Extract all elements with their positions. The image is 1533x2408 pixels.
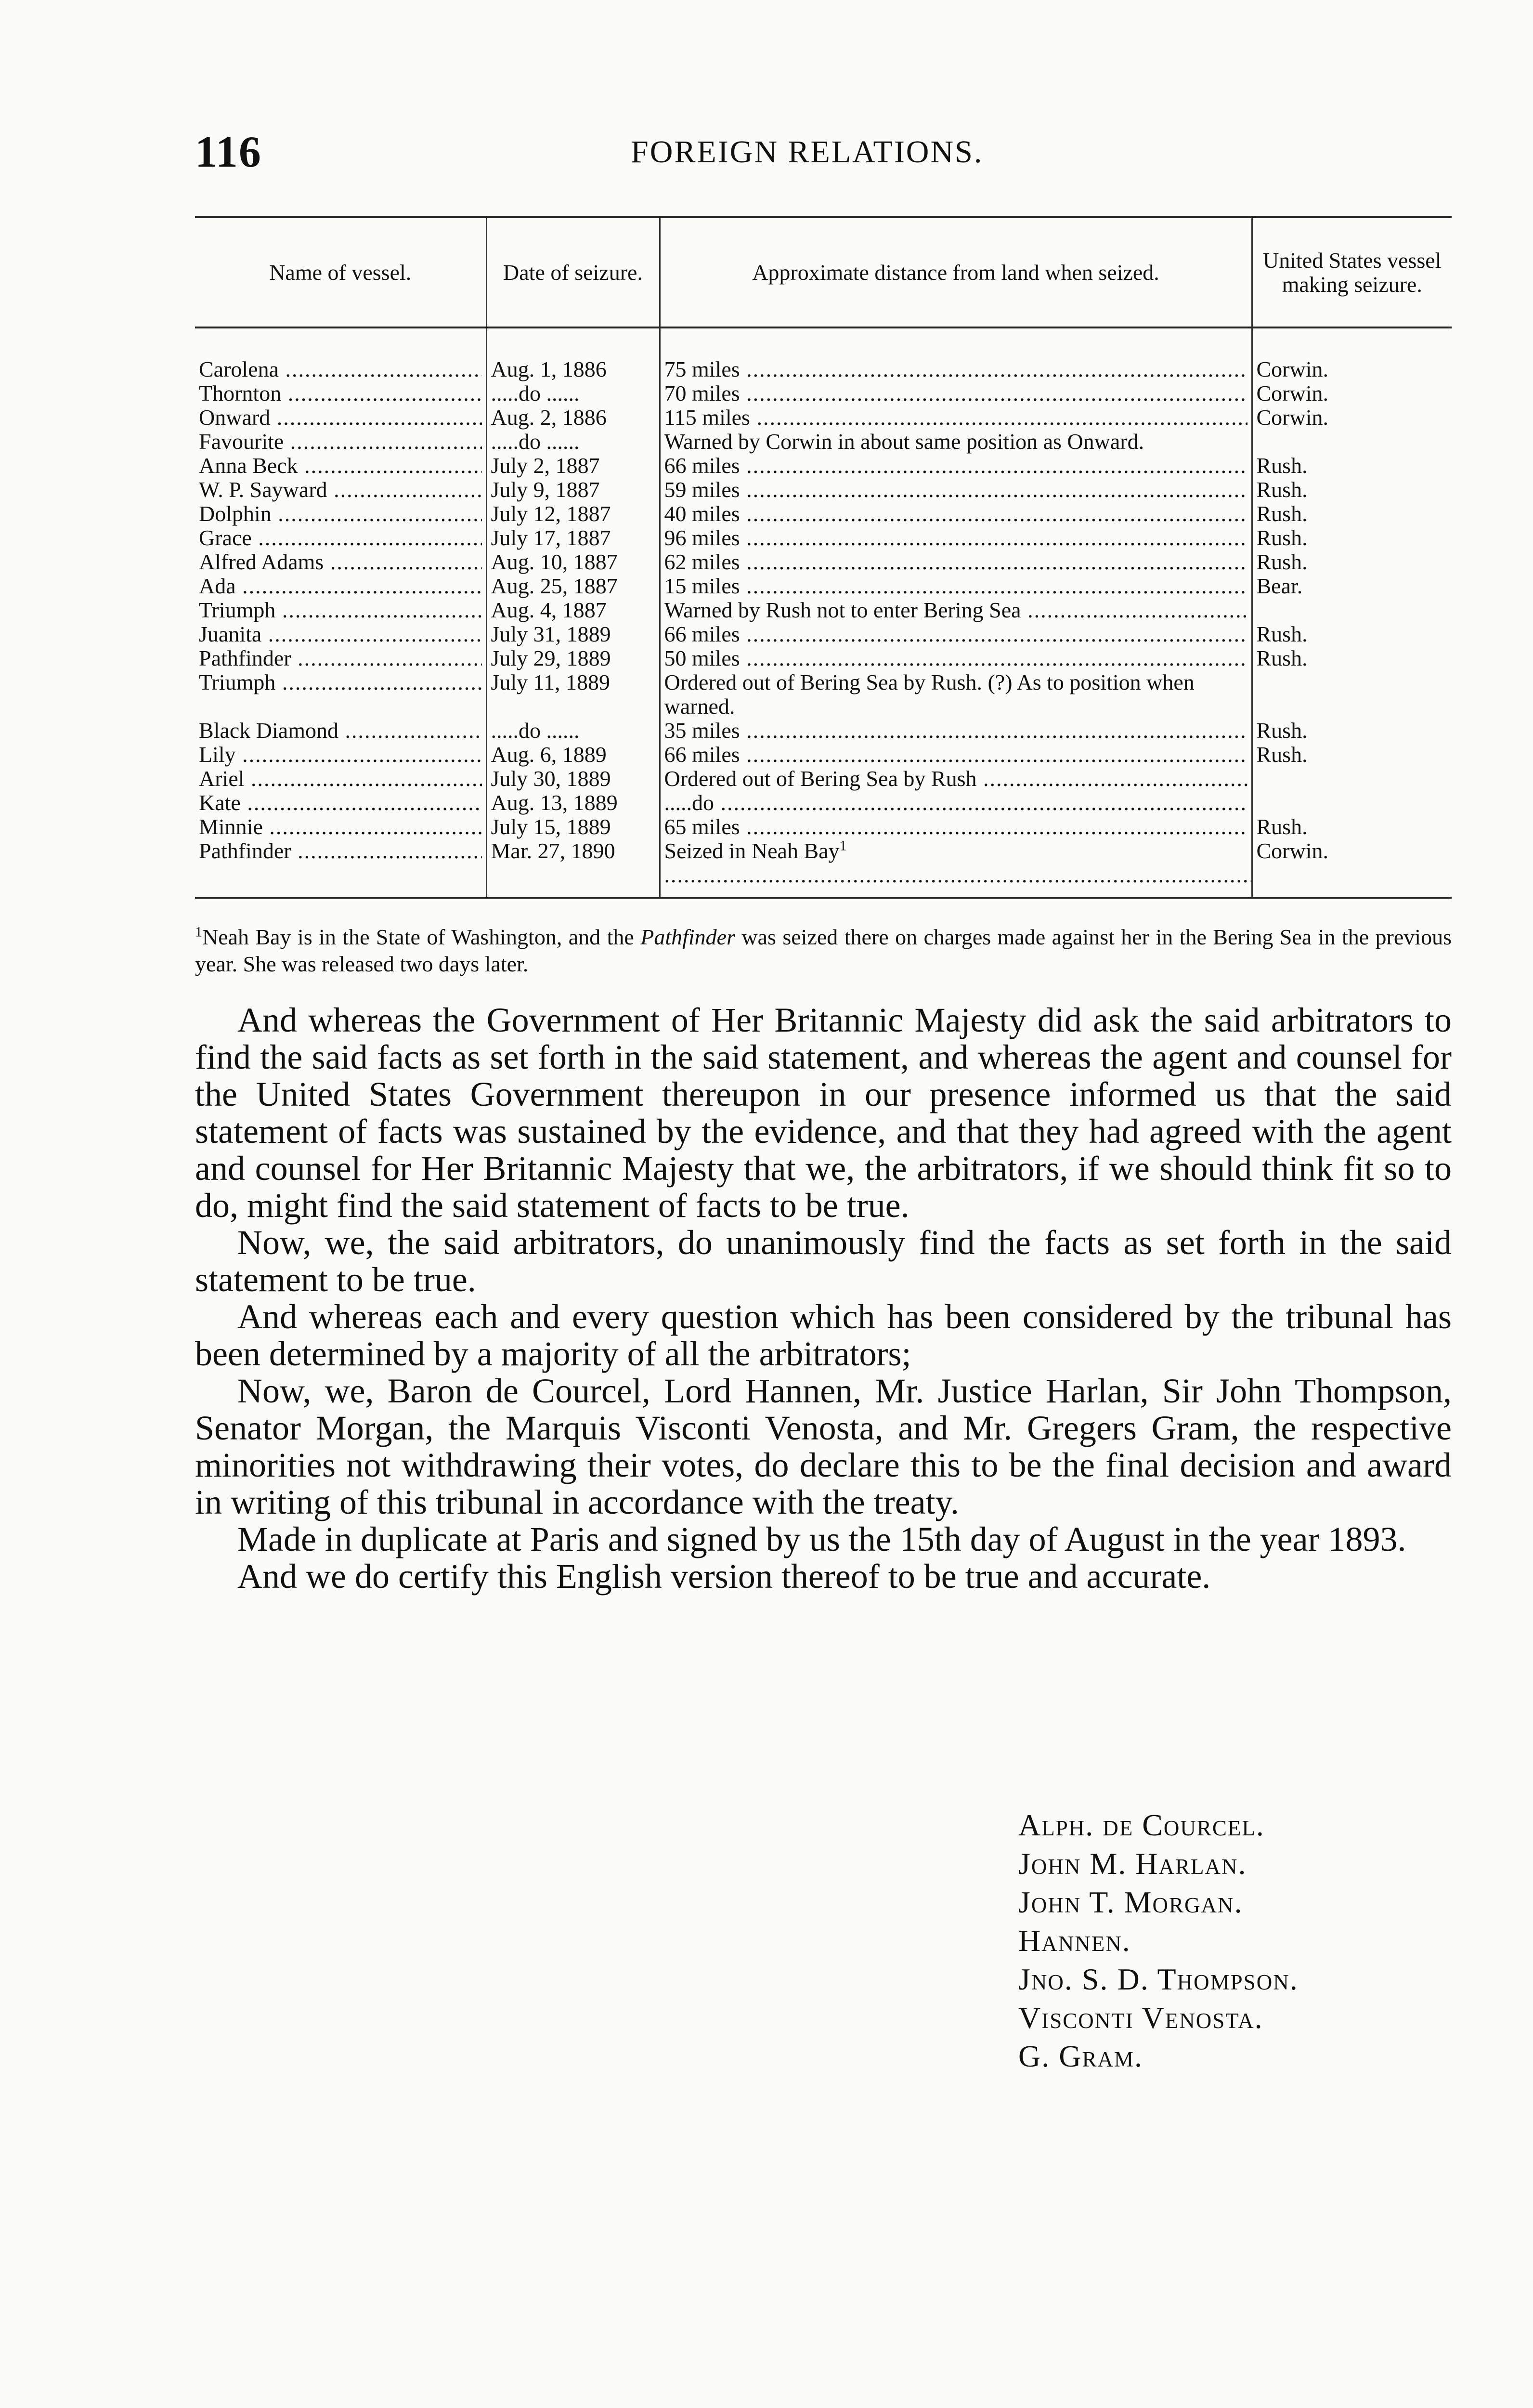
vessel-name-cell (195, 574, 486, 598)
distance-cell-text: 96 miles ..... (664, 526, 1247, 550)
vessel-name-cell-text: Juanita ..... (199, 622, 482, 646)
seizing-vessel-cell (1252, 502, 1452, 526)
seizure-date-cell (486, 381, 660, 406)
seizure-date-cell-text: July 2, 1887 (491, 454, 600, 478)
distance-cell (660, 357, 1252, 381)
vessel-name-cell-text: Favourite ..... (199, 430, 482, 454)
footnote-reference: 1 (839, 839, 847, 854)
distance-cell (660, 406, 1252, 430)
vessel-name-cell (195, 357, 486, 381)
vessel-name-cell (195, 406, 486, 430)
vessel-name-cell (195, 815, 486, 839)
distance-cell-text: 35 miles ..... (664, 719, 1247, 743)
seizing-vessel-cell (1252, 430, 1452, 454)
table-header-row (195, 217, 1452, 328)
seizure-date-cell (486, 670, 660, 719)
distance-cell (660, 815, 1252, 839)
distance-cell (660, 839, 1252, 898)
paragraph: Now, we, the said arbitrators, do unanimously find the facts as set forth in the said statement to be true. (195, 1223, 1452, 1299)
seizure-date-cell-text: July 9, 1887 (491, 478, 600, 502)
distance-cell (660, 454, 1252, 478)
table-row (195, 646, 1452, 670)
table-row (195, 839, 1452, 898)
distance-cell (660, 646, 1252, 670)
seizing-vessel-cell-text: Corwin. (1256, 839, 1328, 863)
distance-cell-text: 62 miles ..... (664, 550, 1247, 574)
seizure-date-cell (486, 815, 660, 839)
vessel-name-cell (195, 646, 486, 670)
table-row (195, 791, 1452, 815)
vessel-name-cell (195, 526, 486, 550)
vessel-name-cell-text: Anna Beck ..... (199, 454, 482, 478)
seizure-date-cell-text: Aug. 13, 1889 (491, 791, 618, 815)
seizure-date-cell-text: July 11, 1889 (491, 670, 610, 694)
signature: John T. Morgan. (1018, 1885, 1243, 1919)
seizure-date-cell (486, 526, 660, 550)
table-row (195, 550, 1452, 574)
distance-cell (660, 670, 1252, 719)
seizing-vessel-cell-text: Rush. (1256, 478, 1308, 502)
seizure-date-cell (486, 719, 660, 743)
distance-cell-text: 59 miles ..... (664, 478, 1247, 502)
seizure-table (195, 216, 1452, 899)
vessel-name-cell (195, 502, 486, 526)
seizing-vessel-cell-text: Corwin. (1256, 381, 1328, 406)
vessel-name-cell (195, 839, 486, 898)
distance-cell (660, 719, 1252, 743)
vessel-name-cell-text: Thornton ..... (199, 381, 482, 406)
seizure-date-cell (486, 430, 660, 454)
distance-cell-text: Ordered out of Bering Sea by Rush ..... (664, 767, 1247, 791)
paragraph: Made in duplicate at Paris and signed by us the 15th day of August in the year 1893. (237, 1520, 1406, 1558)
vessel-name-cell-text: Triumph ..... (199, 598, 482, 622)
vessel-name-cell-text: Lily ..... (199, 743, 482, 767)
seizure-date-cell-text: July 31, 1889 (491, 622, 611, 646)
signature: John M. Harlan. (1018, 1846, 1247, 1881)
signature: Visconti Venosta. (1018, 2001, 1263, 2035)
seizure-date-cell (486, 743, 660, 767)
distance-cell-text: Warned by Rush not to enter Bering Sea ..... (664, 598, 1247, 622)
seizing-vessel-cell-text: Rush. (1256, 454, 1308, 478)
seizing-vessel-cell (1252, 357, 1452, 381)
vessel-name-cell (195, 719, 486, 743)
seizure-date-cell-text: .....do ...... (491, 719, 580, 743)
seizing-vessel-cell-text: Rush. (1256, 622, 1308, 646)
distance-cell (660, 550, 1252, 574)
seizing-vessel-cell (1252, 381, 1452, 406)
distance-cell-text: 75 miles ..... (664, 357, 1247, 381)
distance-cell-text: 50 miles ..... (664, 646, 1247, 670)
table-row (195, 357, 1452, 381)
table-footnote (195, 924, 1452, 978)
table-row (195, 598, 1452, 622)
distance-cell-text: 66 miles ..... (664, 622, 1247, 646)
seizure-date-cell (486, 574, 660, 598)
seizing-vessel-cell-text: Bear. (1256, 574, 1303, 598)
vessel-name-cell (195, 478, 486, 502)
distance-cell (660, 791, 1252, 815)
seizing-vessel-cell (1252, 598, 1452, 622)
vessel-name-cell (195, 670, 486, 719)
seizure-date-cell-text: Aug. 2, 1886 (491, 406, 607, 430)
footnote-text-end: was seized there on charges made against her in the Bering Sea in the previous year. She was released two days later. (195, 925, 1452, 976)
distance-cell (660, 767, 1252, 791)
vessel-name-cell-text: Ada ..... (199, 574, 482, 598)
table-row (195, 670, 1452, 719)
distance-cell-text: 70 miles ..... (664, 381, 1247, 406)
table-row (195, 574, 1452, 598)
seizing-vessel-cell (1252, 646, 1452, 670)
seizing-vessel-cell (1252, 406, 1452, 430)
seizure-date-cell (486, 406, 660, 430)
distance-cell-text: Seized in Neah Bay (664, 839, 840, 863)
distance-cell (660, 743, 1252, 767)
seizing-vessel-cell (1252, 454, 1452, 478)
seizure-date-cell (486, 454, 660, 478)
signature: Jno. S. D. Thompson. (1018, 1962, 1299, 1996)
seizure-date-cell (486, 357, 660, 381)
seizure-date-cell-text: Aug. 1, 1886 (491, 357, 607, 381)
distance-cell (660, 598, 1252, 622)
table-row (195, 815, 1452, 839)
seizing-vessel-cell (1252, 550, 1452, 574)
seizure-date-cell (486, 550, 660, 574)
distance-cell (660, 622, 1252, 646)
seizing-vessel-cell (1252, 815, 1452, 839)
seizure-date-cell-text: July 15, 1889 (491, 815, 611, 839)
distance-cell (660, 502, 1252, 526)
vessel-name-cell-text: Pathfinder ..... (199, 839, 482, 863)
paragraph: And whereas the Government of Her Britannic Majesty did ask the said arbitrators to find the said facts as set forth in the said statement, and whereas the agent and counsel for the United States Government thereupon in our presence informed us that the said statement of facts was sustained by the evidence, and that they had agreed with the agent and counsel for Her Britannic Majesty that we, the arbitrators, if we should think fit so to do, might find the said statement of facts to be true. (195, 1001, 1452, 1225)
seizure-date-cell (486, 478, 660, 502)
seizing-vessel-cell-text: Rush. (1256, 815, 1308, 839)
seizing-vessel-cell (1252, 526, 1452, 550)
seizing-vessel-cell (1252, 791, 1452, 815)
seizing-vessel-cell (1252, 574, 1452, 598)
seizure-date-cell-text: Aug. 4, 1887 (491, 598, 607, 622)
distance-cell (660, 574, 1252, 598)
seizing-vessel-cell-text: Rush. (1256, 646, 1308, 670)
seizure-date-cell-text: Aug. 10, 1887 (491, 550, 618, 574)
column-header-seizing-vessel: United States vessel making seizure. (1252, 217, 1452, 328)
seizing-vessel-cell (1252, 743, 1452, 767)
seizing-vessel-cell (1252, 670, 1452, 719)
seizure-date-cell (486, 598, 660, 622)
table-row (195, 719, 1452, 743)
vessel-name-cell-text: Alfred Adams ..... (199, 550, 482, 574)
paragraph: Now, we, Baron de Courcel, Lord Hannen, Mr. Justice Harlan, Sir John Thompson, Senator Morgan, the Marquis Visconti Venosta, and Mr. Gregers Gram, the respective minorities not withdrawing their votes, do declare this to be the final decision and award in writing of this tribunal in accordance with the treaty. (195, 1372, 1452, 1521)
vessel-name-cell-text: Onward ..... (199, 406, 482, 430)
seizure-date-cell (486, 646, 660, 670)
seizure-date-cell-text: July 12, 1887 (491, 502, 611, 526)
seizing-vessel-cell-text: Rush. (1256, 526, 1308, 550)
seizure-date-cell (486, 791, 660, 815)
column-header-date: Date of seizure. (486, 217, 660, 328)
vessel-name-cell (195, 454, 486, 478)
table-row (195, 454, 1452, 478)
seizure-date-cell (486, 839, 660, 898)
vessel-name-cell (195, 550, 486, 574)
distance-cell-text: Ordered out of Bering Sea by Rush. (?) As to position when warned. (664, 670, 1195, 719)
table-row (195, 622, 1452, 646)
seizure-date-cell (486, 502, 660, 526)
footnote-italic-name: Pathfinder (640, 925, 735, 949)
seizing-vessel-cell (1252, 478, 1452, 502)
seizure-date-cell-text: Aug. 6, 1889 (491, 743, 607, 767)
distance-cell (660, 381, 1252, 406)
seizure-date-cell-text: .....do ...... (491, 430, 580, 454)
vessel-name-cell-text: Grace ..... (199, 526, 482, 550)
signature: Alph. de Courcel. (1018, 1808, 1265, 1842)
seizing-vessel-cell (1252, 767, 1452, 791)
vessel-name-cell (195, 767, 486, 791)
seizure-date-cell-text: July 29, 1889 (491, 646, 611, 670)
distance-cell (660, 526, 1252, 550)
paragraph: And whereas each and every question which has been considered by the tribunal has been determined by a majority of all the arbitrators; (195, 1297, 1452, 1373)
seizure-table-container (195, 216, 1452, 899)
vessel-name-cell (195, 381, 486, 406)
distance-cell-text: .....do ..... (664, 791, 1247, 815)
table-row (195, 767, 1452, 791)
distance-cell-text: 65 miles ..... (664, 815, 1247, 839)
table-row (195, 430, 1452, 454)
seizing-vessel-cell-text: Rush. (1256, 743, 1308, 767)
running-title: FOREIGN RELATIONS. (631, 134, 984, 170)
vessel-name-cell-text: Pathfinder ..... (199, 646, 482, 670)
seizure-date-cell (486, 767, 660, 791)
table-row (195, 381, 1452, 406)
distance-cell (660, 430, 1252, 454)
vessel-name-cell-text: Ariel ..... (199, 767, 482, 791)
award-text (195, 1002, 1452, 1595)
vessel-name-cell-text: W. P. Sayward ..... (199, 478, 482, 502)
signature-block (1018, 1806, 1299, 2076)
signature: G. Gram. (1018, 2039, 1143, 2073)
column-header-distance: Approximate distance from land when seized. (660, 217, 1252, 328)
seizing-vessel-cell-text: Corwin. (1256, 357, 1328, 381)
seizure-date-cell-text: .....do ...... (491, 381, 580, 406)
column-header-vessel: Name of vessel. (195, 217, 486, 328)
table-row (195, 502, 1452, 526)
seizing-vessel-cell-text: Rush. (1256, 719, 1308, 743)
vessel-name-cell-text: Carolena ..... (199, 357, 482, 381)
vessel-name-cell-text: Kate ..... (199, 791, 482, 815)
distance-cell-text: 40 miles ..... (664, 502, 1247, 526)
distance-cell (660, 478, 1252, 502)
seizing-vessel-cell (1252, 622, 1452, 646)
vessel-name-cell-text: Minnie ..... (199, 815, 482, 839)
footnote-text-start: Neah Bay is in the State of Washington, and the (202, 925, 641, 949)
table-body (195, 327, 1452, 898)
table-row (195, 406, 1452, 430)
seizing-vessel-cell (1252, 719, 1452, 743)
vessel-name-cell (195, 622, 486, 646)
vessel-name-cell-text: Dolphin ..... (199, 502, 482, 526)
seizure-date-cell-text: Mar. 27, 1890 (491, 839, 615, 863)
seizure-date-cell (486, 622, 660, 646)
vessel-name-cell-text: Black Diamond ..... (199, 719, 482, 743)
vessel-name-cell-text: Triumph ..... (199, 670, 482, 694)
paragraph: And we do certify this English version thereof to be true and accurate. (237, 1557, 1211, 1596)
vessel-name-cell (195, 598, 486, 622)
seizing-vessel-cell (1252, 839, 1452, 898)
seizure-date-cell-text: July 30, 1889 (491, 767, 611, 791)
signature: Hannen. (1018, 1924, 1131, 1958)
seizure-date-cell-text: Aug. 25, 1887 (491, 574, 618, 598)
dot-leader (664, 863, 1252, 887)
table-row (195, 526, 1452, 550)
footnote-marker: 1 (195, 924, 202, 940)
distance-cell-text: 66 miles ..... (664, 454, 1247, 478)
seizing-vessel-cell-text: Rush. (1256, 550, 1308, 574)
distance-cell-text: 115 miles ..... (664, 406, 1247, 430)
distance-cell-text: 66 miles ..... (664, 743, 1247, 767)
table-row (195, 743, 1452, 767)
distance-cell-text: Warned by Corwin in about same position as Onward. (664, 430, 1144, 454)
seizure-date-cell-text: July 17, 1887 (491, 526, 611, 550)
distance-cell-text: 15 miles ..... (664, 574, 1247, 598)
seizing-vessel-cell-text: Rush. (1256, 502, 1308, 526)
vessel-name-cell (195, 791, 486, 815)
vessel-name-cell (195, 743, 486, 767)
seizing-vessel-cell-text: Corwin. (1256, 406, 1328, 430)
vessel-name-cell (195, 430, 486, 454)
page-number: 116 (195, 127, 262, 176)
table-row (195, 478, 1452, 502)
